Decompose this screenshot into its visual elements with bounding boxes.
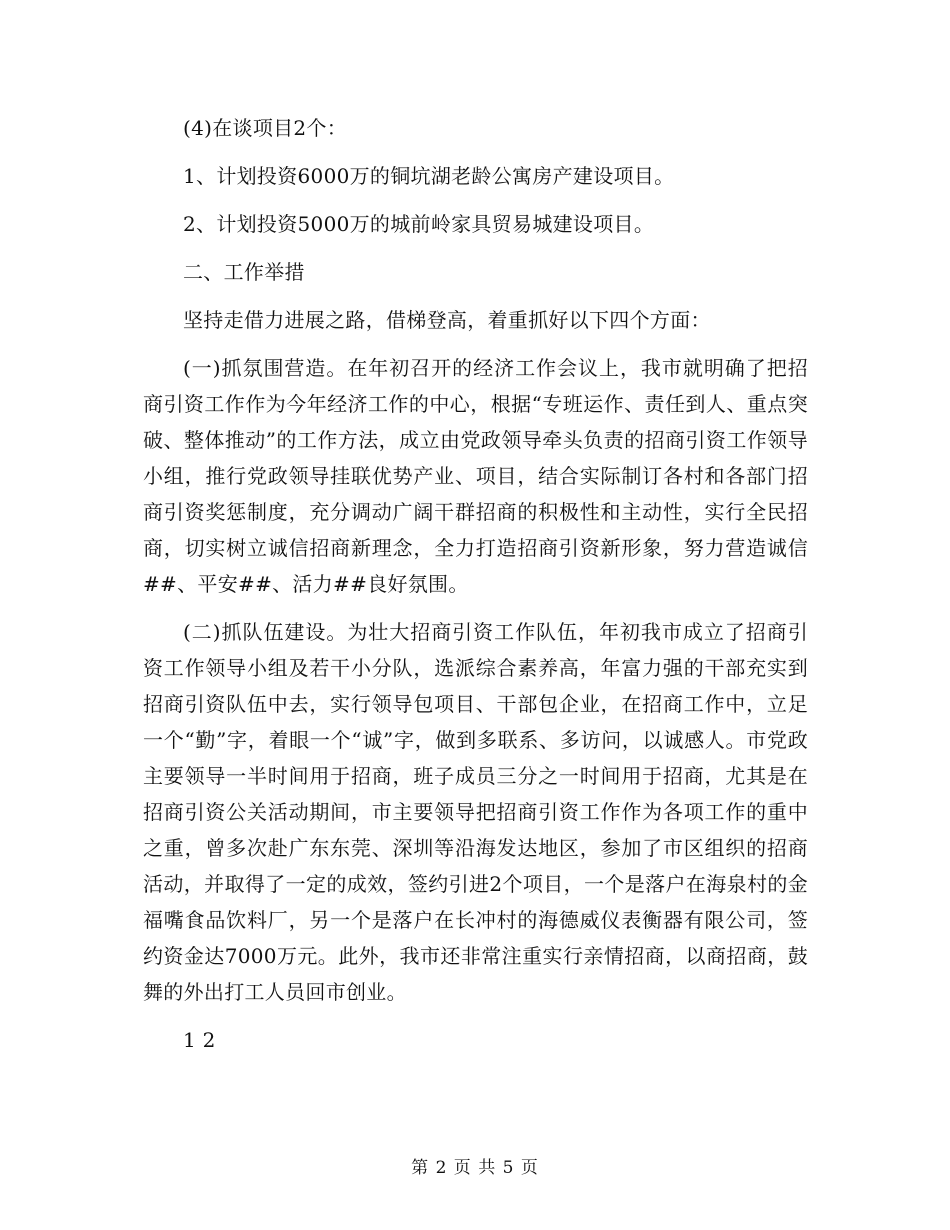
page-footer: 第 2 页 共 5 页: [411, 1158, 539, 1178]
paragraph-in-talks-projects: (4)在谈项目2个：: [183, 116, 348, 140]
paragraph-project-1: 1、计划投资6000万的铜坑湖老龄公寓房产建设项目。: [183, 164, 675, 188]
paragraph-atmosphere: (一)抓氛围营造。在年初召开的经济工作会议上，我市就明确了把招商引资工作作为今年经济工作的中心，根据“专班运作、责任到人、重点突破、整体推动”的工作方法，成立由党政领导牵头负责的招商引资工作领导小组，推行党政领导挂联优势产业、项目，结合实际制订各村和各部门招商引资奖惩制度，充分调动广阔干群招商的积极性和主动性，实行全民招商，切实树立诚信招商新理念，全力打造招商引资新形象，努力营造诚信##、平安##、活力##良好氛围。: [143, 356, 808, 596]
paragraph-project-2: 2、计划投资5000万的城前岭家具贸易城建设项目。: [183, 212, 655, 236]
paragraph-team-building: (二)抓队伍建设。为壮大招商引资工作队伍，年初我市成立了招商引资工作领导小组及若干小分队，选派综合素养高，年富力强的干部充实到招商引资队伍中去，实行领导包项目、干部包企业，在招商工作中，立足一个“勤”字，着眼一个“诚”字，做到多联系、多访问，以诚感人。市党政主要领导一半时间用于招商，班子成员三分之一时间用于招商，尤其是在招商引资公关活动期间，市主要领导把招商引资工作作为各项工作的重中之重，曾多次赴广东东莞、深圳等沿海发达地区，参加了市区组织的招商活动，并取得了一定的成效，签约引进2个项目，一个是落户在海泉村的金福嘴食品饮料厂，另一个是落户在长冲村的海德威仪表衡器有限公司，签约资金达7000万元。此外，我市还非常注重实行亲情招商，以商招商，鼓舞的外出打工人员回市创业。: [143, 620, 808, 1004]
paragraph-four-aspects: 坚持走借力进展之路，借梯登高，着重抓好以下四个方面：: [183, 308, 711, 332]
paragraph-numbering: 1 2: [183, 1028, 216, 1052]
document-body: [143, 110, 808, 1058]
section-heading-work-measures: 二、工作举措: [183, 260, 305, 284]
